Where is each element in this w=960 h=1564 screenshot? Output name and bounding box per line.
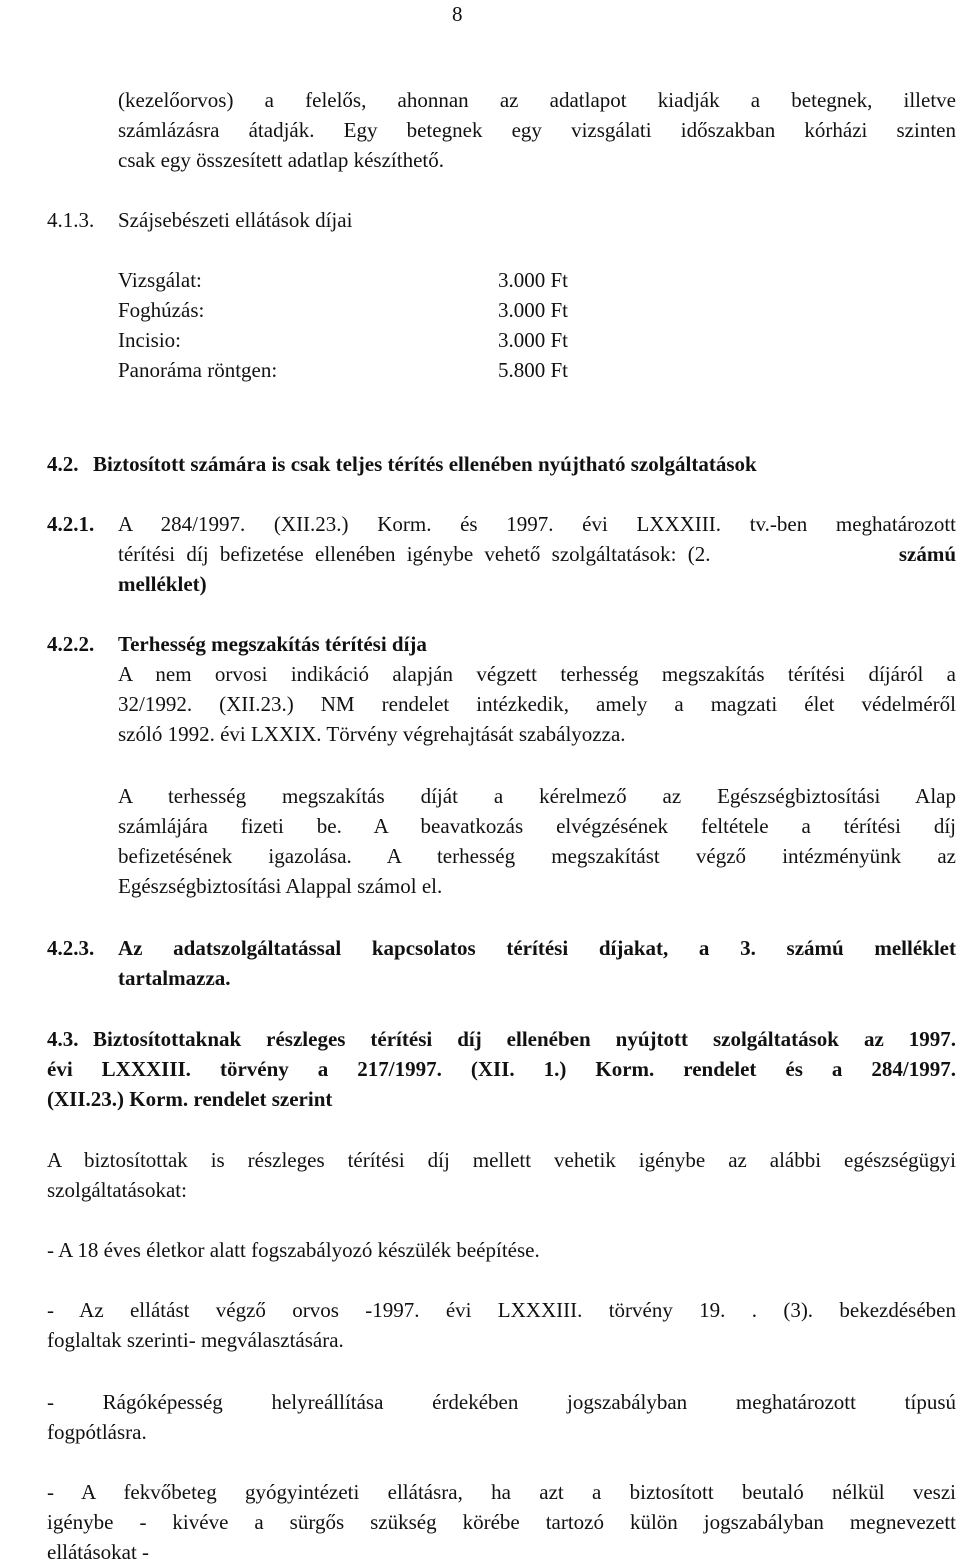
text-line: Az adatszolgáltatással kapcsolatos térítési díjakat, a 3. számú melléklet	[118, 936, 956, 960]
text-line: ellátásokat -	[47, 1540, 150, 1564]
list-item: - A 18 éves életkor alatt fogszabályozó készülék beépítése.	[47, 1238, 540, 1262]
list-item: - A fekvőbeteg gyógyintézeti ellátásra, ha azt a biztosított beutaló nélkül veszi	[47, 1480, 956, 1504]
section-title: Szájsebészeti ellátások díjai	[118, 208, 353, 232]
text-line: (kezelőorvos) a felelős, ahonnan az adatlapot kiadják a betegnek, illetve	[118, 88, 956, 112]
text-line: csak egy összesített adatlap készíthető.	[118, 148, 444, 172]
text-line: 32/1992. (XII.23.) NM rendelet intézkedik, amely a magzati élet védelméről	[118, 692, 956, 716]
section-number: 4.2.2.	[47, 632, 95, 656]
fee-price: 3.000 Ft	[498, 298, 569, 322]
text-line: szolgáltatásokat:	[47, 1178, 187, 1202]
text-line: A terhesség megszakítás díját a kérelmező az Egészségbiztosítási Alap	[118, 784, 956, 808]
section-number: 4.1.3.	[47, 208, 95, 232]
text-line: foglaltak szerinti- megválasztására.	[47, 1328, 344, 1352]
text-line: évi LXXXIII. törvény a 217/1997. (XII. 1.) Korm. rendelet és a 284/1997.	[47, 1057, 956, 1081]
section-title: Terhesség megszakítás térítési díja	[118, 632, 427, 656]
fee-price: 5.800 Ft	[498, 358, 569, 382]
text-line: szóló 1992. évi LXXIX. Törvény végrehajtását szabályozza.	[118, 722, 626, 746]
text-line: számlázásra átadják. Egy betegnek egy vizsgálati időszakban kórházi szinten	[118, 118, 956, 142]
text-span: térítési díj befizetése ellenében igénybe vehető szolgáltatások: (2.	[118, 542, 711, 566]
text-line: befizetésének igazolása. A terhesség megszakítást végző intézményünk az	[118, 844, 956, 868]
fee-price: 3.000 Ft	[498, 328, 569, 352]
text-line: melléklet)	[118, 572, 207, 596]
fee-label: Foghúzás:	[118, 298, 205, 322]
text-line: számlájára fizeti be. A beavatkozás elvégzésének feltétele a térítési díj	[118, 814, 956, 838]
text-line: A 284/1997. (XII.23.) Korm. és 1997. évi LXXXIII. tv.-ben meghatározott	[118, 512, 956, 536]
text-line: A biztosítottak is részleges térítési díj mellett vehetik igénybe az alábbi egészségügyi	[47, 1148, 956, 1172]
section-title: Biztosított számára is csak teljes térítés ellenében nyújtható szolgáltatások	[93, 452, 757, 476]
text-line: tartalmazza.	[118, 966, 231, 990]
text-line: Egészségbiztosítási Alappal számol el.	[118, 874, 443, 898]
text-line: A nem orvosi indikáció alapján végzett terhesség megszakítás térítési díjáról a	[118, 662, 956, 686]
fee-price: 3.000 Ft	[498, 268, 569, 292]
fee-label: Incisio:	[118, 328, 181, 352]
text-span-bold: számú	[898, 542, 956, 566]
text-line: fogpótlásra.	[47, 1420, 147, 1444]
list-item: - Rágóképesség helyreállítása érdekében jogszabályban meghatározott típusú	[47, 1390, 956, 1414]
section-number: 4.2.3.	[47, 936, 95, 960]
fee-label: Vizsgálat:	[118, 268, 202, 292]
text-line: igénybe - kivéve a sürgős szükség körébe tartozó külön jogszabályban megnevezett	[47, 1510, 956, 1534]
text-line	[118, 542, 956, 566]
section-number: 4.2.	[47, 452, 79, 476]
fee-label: Panoráma röntgen:	[118, 358, 278, 382]
text-line: (XII.23.) Korm. rendelet szerint	[47, 1087, 333, 1111]
list-item: - Az ellátást végző orvos -1997. évi LXXXIII. törvény 19. . (3). bekezdésében	[47, 1298, 956, 1322]
page-number: 8	[452, 2, 463, 26]
section-number: 4.3.	[47, 1027, 79, 1051]
text-line: Biztosítottaknak részleges térítési díj ellenében nyújtott szolgáltatások az 1997.	[93, 1027, 956, 1051]
section-number: 4.2.1.	[47, 512, 95, 536]
